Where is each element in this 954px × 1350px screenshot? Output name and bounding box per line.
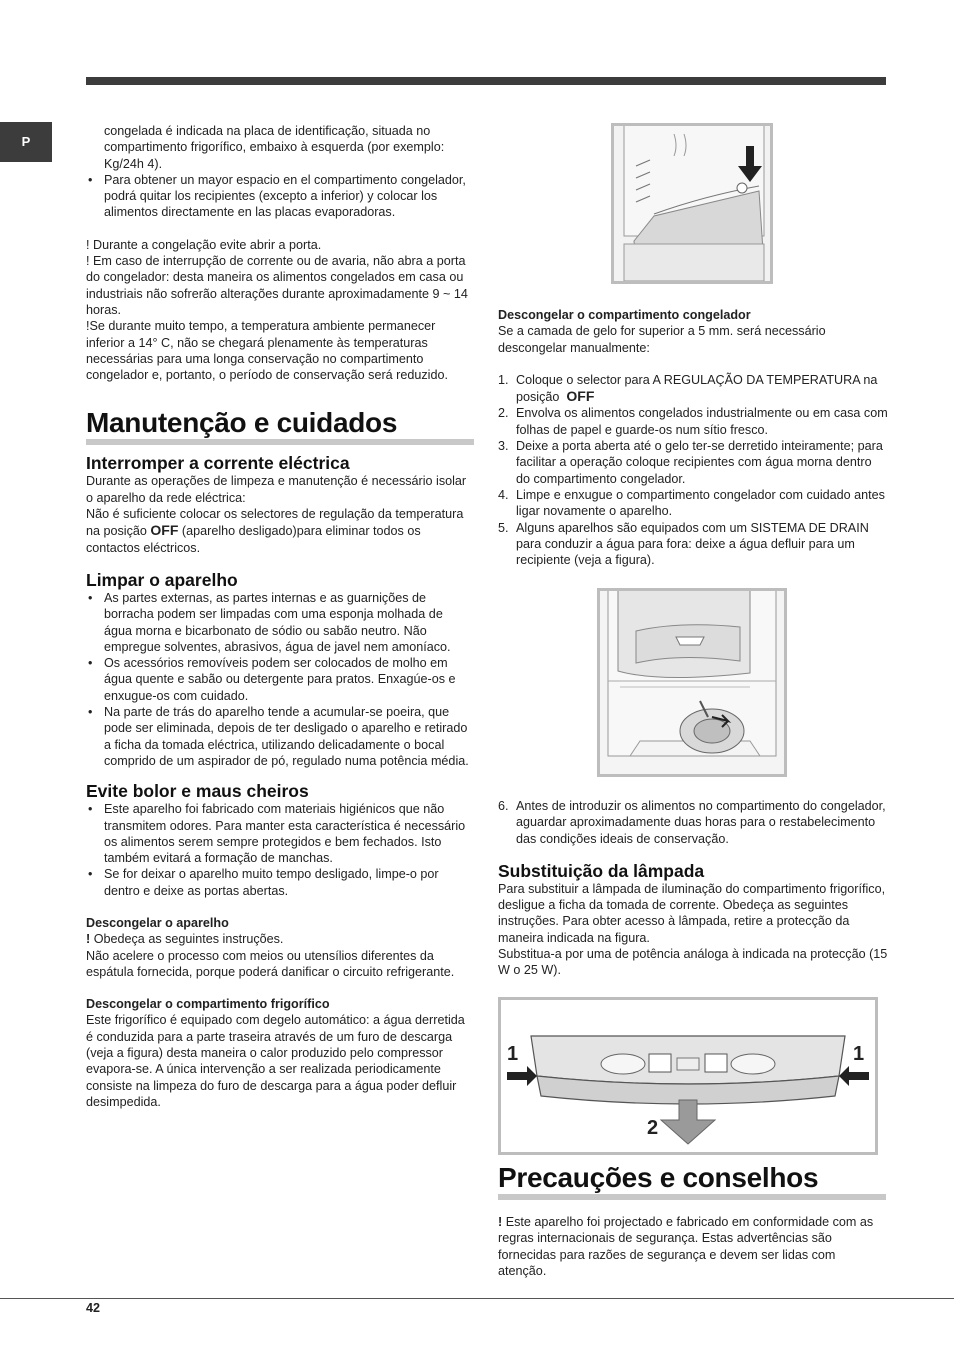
- paragraph-text: Obedeça as seguintes instruções.: [90, 932, 284, 947]
- step-text: Deixe a porta aberta até o gelo ter-se derretido inteiramente; para facilitar a operação coloque recipientes com água morna dentro do compartimento congelador.: [516, 439, 883, 486]
- paragraph: Durante as operações de limpeza e manutenção é necessário isolar o aparelho da rede eléctrica:: [86, 474, 467, 505]
- heading-descongelar-congelador: Descongelar o compartimento congelador: [498, 308, 751, 322]
- heading-bolor: Evite bolor e maus cheiros: [86, 781, 309, 802]
- step-number: 3.: [498, 439, 509, 454]
- list-item: • Se for deixar o aparelho muito tempo desligado, limpe-o por dentro e deixe as portas abertas.: [86, 866, 474, 899]
- freezer-illustration: [614, 126, 770, 281]
- step-number: 1.: [498, 372, 509, 387]
- list-item: • Este aparelho foi fabricado com materiais higiénicos que não transmitem odores. Para manter esta característica é necessário os alimentos serem sempre protegidos e bem fechados. Isto também evitará a formação de manchas.: [86, 801, 474, 866]
- space-bullet-list: [86, 172, 474, 221]
- off-label: OFF: [566, 388, 595, 405]
- list-item: • Na parte de trás do aparelho tende a acumular-se poeira, que pode ser eliminada, depois de ter desligado o aparelho e retirado a ficha da tomada eléctrica, utilizando delicadamente o bocal comprido de um aspirador de pó, regulado numa potência média.: [86, 704, 474, 769]
- right-column: [498, 307, 888, 568]
- step-number: 4.: [498, 487, 509, 502]
- paragraph: Para substituir a lâmpada de iluminação do compartimento frigorífico, desligue a ficha da tomada de corrente. Obedeça as seguintes instruções. Para obter acesso à lâmpada, retire a protecção da maneira indicada na figura.: [498, 881, 886, 945]
- paragraph-text: Não é suficiente colocar os selectores de regulação da temperatura na posição: [86, 507, 464, 539]
- paragraph: [86, 506, 474, 556]
- heading-lampada: Substituição da lâmpada: [498, 860, 705, 881]
- figure-label: 1: [853, 1043, 865, 1065]
- heading-interromper: Interromper a corrente eléctrica: [86, 453, 350, 474]
- off-label: OFF: [150, 522, 179, 539]
- continued-paragraph: congelada é indicada na placa de identificação, situada no compartimento frigorífico, embaixo à esquerda (por exemplo: Kg/24h 4).: [104, 124, 445, 171]
- paragraph: Se a camada de gelo for superior a 5 mm. será necessário descongelar manualmente:: [498, 324, 826, 355]
- paragraph-text: (aparelho desligado)para eliminar todos os contactos eléctricos.: [86, 524, 421, 555]
- figure-drain-system: [597, 588, 787, 777]
- page-number: 42: [86, 1301, 101, 1315]
- drain-illustration: [600, 591, 784, 774]
- odor-list: [86, 801, 474, 899]
- top-rule: [86, 77, 886, 85]
- step-text: Antes de introduzir os alimentos no compartimento do congelador, aguardar aproximadamente duas horas para o restabelecimento das condições ideais de conservação.: [516, 799, 886, 846]
- section-title-maintenance: Manutenção e cuidados: [86, 407, 474, 445]
- paragraph: Este frigorífico é equipado com degelo automático: a água derretida é conduzida para a parte traseira através de um furo de descarga (veja a figura) desta maneira o calor produzido pelo compressor evapora-se. A única intervenção a ser realizada periodicamente consiste na limpeza do furo de descarga para a água poder defluir desimpedida.: [86, 1013, 465, 1109]
- footer-rule: [0, 1298, 954, 1299]
- left-column: [86, 123, 474, 1110]
- step-number: 2.: [498, 406, 509, 421]
- list-item: [498, 372, 888, 406]
- heading-descongelar-aparelho: Descongelar o aparelho: [86, 915, 229, 930]
- lamp-cover-illustration: [501, 1000, 875, 1152]
- paragraph-text: Este aparelho foi projectado e fabricado em conformidade com as regras internacionais de segurança. Estas advertências são fornecidas para razões de segurança e devem ser lidas com atenção.: [498, 1215, 874, 1278]
- heading-descongelar-frigorifico: Descongelar o compartimento frigorífico: [86, 997, 330, 1012]
- step-text: Coloque o selector para A REGULAÇÃO DA TEMPERATURA na posição: [516, 372, 878, 405]
- figure-freezer-compartment: [611, 123, 773, 284]
- list-item: [498, 405, 888, 438]
- language-tab: P: [0, 122, 52, 162]
- step-number: 5.: [498, 520, 509, 535]
- section-title-precautions: Precauções e conselhos: [498, 1162, 886, 1200]
- list-item: • Para obtener un mayor espacio en el compartimento congelador, podrá quitar los recipientes (excepto a inferior) y colocar los alimentos directamente en las placas evaporadoras.: [86, 172, 474, 221]
- figure-lamp-cover: [498, 997, 878, 1155]
- step-number: 6.: [498, 799, 509, 813]
- paragraph: Substitua-a por uma de potência análoga à indicada na protecção (15 W o 25 W).: [498, 947, 888, 978]
- list-item: • As partes externas, as partes internas e as guarnições de borracha podem ser limpadas com uma esponja molhada de água morna e bicarbonato de sódio ou sabão neutro. Não empregue solventes, abrasivos, água de javel nem amoníaco.: [86, 590, 474, 655]
- warning-mark: !: [498, 1215, 503, 1229]
- figure-label: 2: [647, 1117, 659, 1139]
- paragraph: Não acelere o processo com meios ou utensílios diferentes da espátula fornecida, porque poderá danificar o circuito refrigerante.: [86, 948, 455, 979]
- step-text: Alguns aparelhos são equipados com um SISTEMA DE DRAIN para conduzir a água para fora: deixe a água defluir para um recipiente (veja a figura).: [516, 520, 869, 568]
- warning-mark: !: [86, 932, 91, 947]
- heading-limpar: Limpar o aparelho: [86, 569, 238, 590]
- step-text: Envolva os alimentos congelados industrialmente ou em casa com folhas de papel e guarde-os num sítio fresco.: [516, 406, 888, 437]
- defrost-steps-list-continued: [498, 798, 888, 847]
- defrost-steps-list: [498, 372, 888, 569]
- list-item: [498, 520, 888, 569]
- paragraph: [498, 1214, 886, 1279]
- list-item: • Os acessórios removíveis podem ser colocados de molho em água quente e sabão ou detergente para pratos. Enxagúe-os e enxugue-os com cuidado.: [86, 655, 474, 704]
- cleaning-list: [86, 590, 474, 769]
- warning-text: ! Em caso de interrupção de corrente ou de avaria, não abra a porta do congelador: desta maneira os alimentos congelados em casa ou industriais não sofrerão alterações durante aproximadamente 9 ~ 14 horas.: [86, 254, 468, 317]
- list-item: [498, 798, 888, 847]
- step6-block: [498, 798, 888, 979]
- warning-text: ! Durante a congelação evite abrir a porta.: [86, 237, 322, 252]
- paragraph: [86, 931, 474, 947]
- precautions-block: [498, 1140, 886, 1279]
- list-item: [498, 438, 888, 487]
- warning-text: !Se durante muito tempo, a temperatura ambiente permanecer inferior a 14° C, não se chegará plenamente às temperaturas necessárias para uma longa conservação no compartimento congelador e, portanto, o período de conservação será reduzido.: [86, 319, 448, 383]
- figure-label: 1: [507, 1043, 519, 1065]
- list-item: [498, 487, 888, 520]
- step-text: Limpe e enxugue o compartimento congelador com cuidado antes ligar novamente o aparelho.: [516, 487, 885, 519]
